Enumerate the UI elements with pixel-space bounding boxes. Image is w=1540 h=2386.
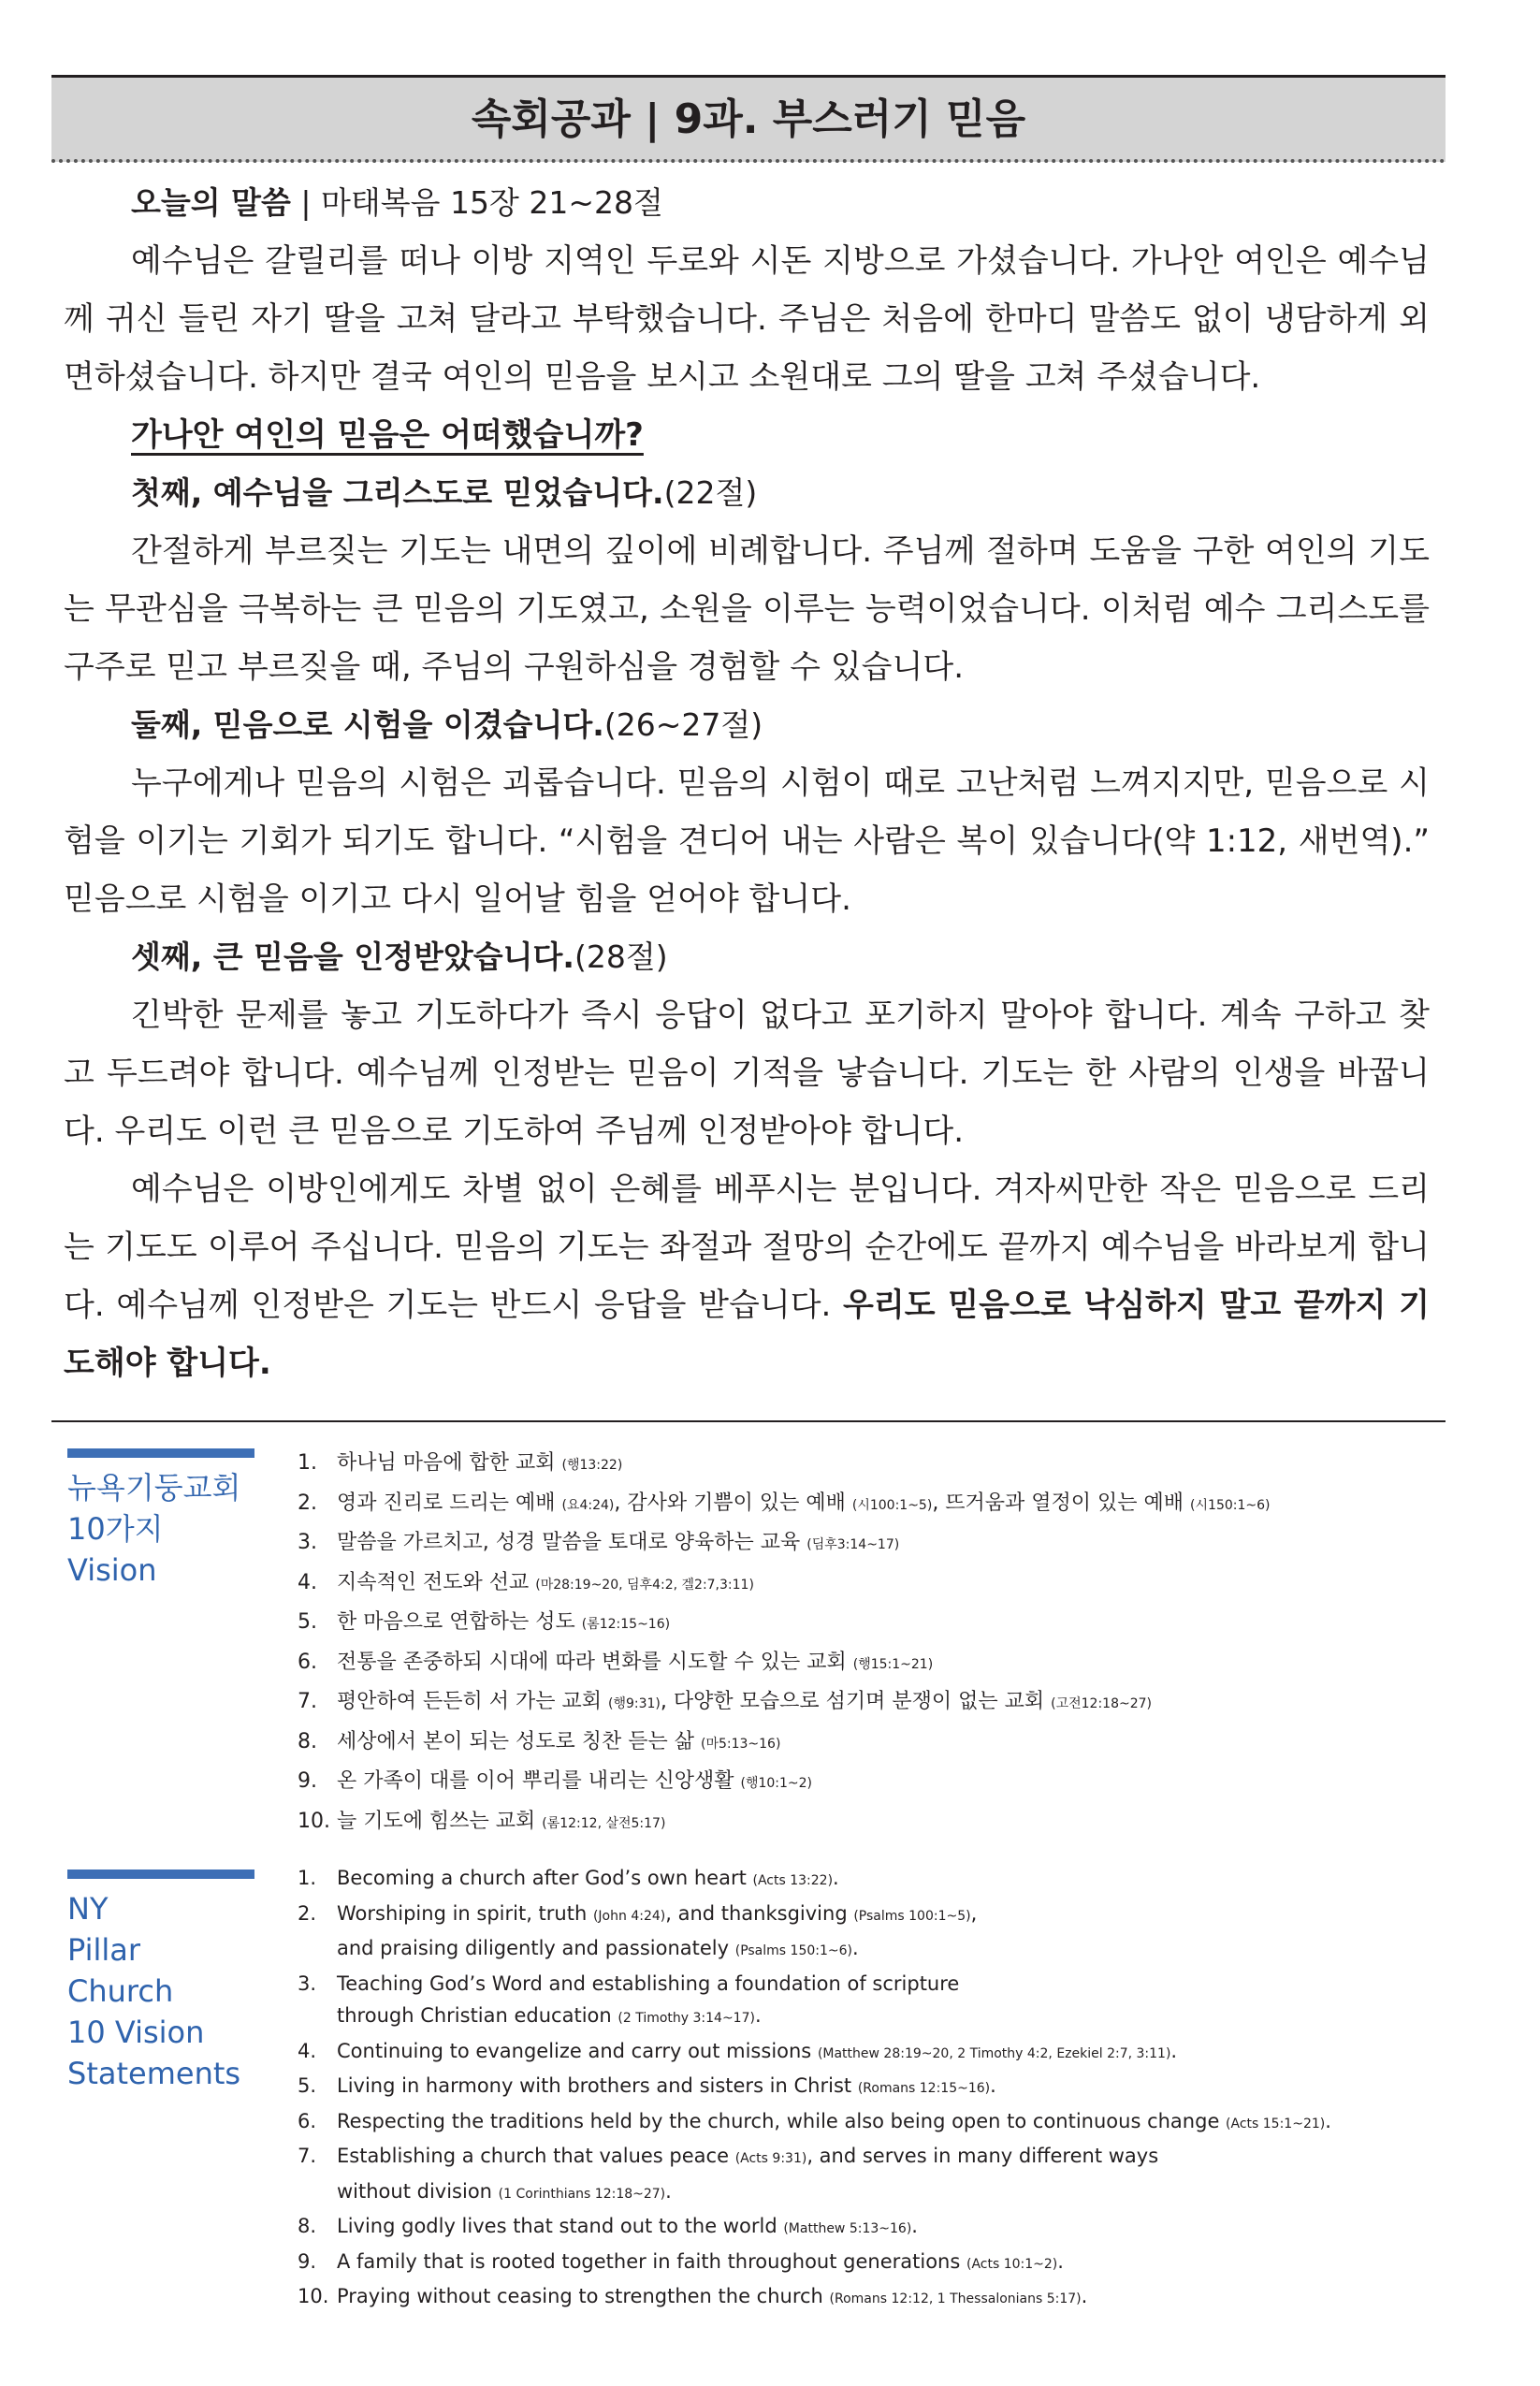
item-number: 8. <box>298 1729 317 1753</box>
item-text: 평안하여 든든히 서 가는 교회 <box>337 1690 608 1713</box>
lesson-title: 속회공과 | 9과. 부스러기 믿음 <box>471 95 1026 143</box>
item-text: . <box>1170 2039 1178 2062</box>
vision-item <box>298 2140 1331 2210</box>
item-reference: (요4:24) <box>561 1497 615 1513</box>
header-divider <box>51 159 1446 163</box>
korean-vision-list <box>298 1445 1270 1842</box>
item-reference: (시150:1~6) <box>1190 1497 1271 1513</box>
item-reference: (행10:1~2) <box>740 1776 813 1791</box>
item-number: 9. <box>298 2249 317 2273</box>
item-reference: (롬12:15~16) <box>581 1617 671 1632</box>
point-heading: 둘째, 믿음으로 시험을 이겼습니다.(26~27절) <box>131 706 763 743</box>
point-heading: 셋째, 큰 믿음을 인정받았습니다.(28절) <box>131 938 668 975</box>
item-text: . <box>1081 2285 1088 2307</box>
item-number: 6. <box>298 2109 317 2132</box>
section-divider <box>51 1420 1446 1422</box>
item-reference: (Psalms 150:1~6) <box>734 1943 852 1958</box>
vision-item <box>298 1644 1270 1684</box>
item-reference: (Romans 12:15~16) <box>857 2081 991 2096</box>
point-paragraph: 간절하게 부르짖는 기도는 내면의 깊이에 비례합니다. 주님께 절하며 도움을 구한 여인의 기도는 무관심을 극복하는 큰 믿음의 기도였고, 소원을 이루는 능력이었습니다. 이처럼 예수 그리스도를 구주로 믿고 부르짖을 때, 주님의 구원하심을 경험할 수 있습니다. <box>64 532 1430 686</box>
item-text: . <box>911 2215 918 2237</box>
item-text: , and thanksgiving <box>665 1901 854 1925</box>
item-reference: (고전12:18~27) <box>1051 1696 1152 1711</box>
scripture-label: 오늘의 말씀 <box>131 184 291 221</box>
item-number: 5. <box>298 1610 317 1634</box>
vision-item <box>298 2280 1331 2316</box>
lesson-body <box>64 174 1430 1392</box>
vision-item <box>298 1445 1270 1485</box>
item-number: 9. <box>298 1769 317 1793</box>
item-text: . <box>851 1937 859 1959</box>
lesson-header <box>51 75 1446 162</box>
item-text: , 감사와 기쁨이 있는 예배 <box>614 1491 852 1515</box>
item-number: 10. <box>298 1809 330 1833</box>
intro-paragraph: 예수님은 갈릴리를 떠나 이방 지역인 두로와 시돈 지방으로 가셨습니다. 가나안 여인은 예수님께 귀신 들린 자기 딸을 고쳐 달라고 부탁했습니다. 주님은 처음에 한마디 말씀도 없이 냉담하게 외면하셨습니다. 하지만 결국 여인의 믿음을 보시고 소원대로 그의 딸을 고쳐 주셨습니다. <box>64 242 1430 396</box>
item-text: , 다양한 모습으로 섬기며 분쟁이 없는 교회 <box>660 1690 1052 1713</box>
vision-item <box>298 1898 1331 1968</box>
item-number: 5. <box>298 2074 317 2097</box>
vision-item <box>298 1683 1270 1724</box>
vision-item <box>298 2070 1331 2105</box>
item-reference: (Matthew 28:19~20, 2 Timothy 4:2, Ezekiel 2:7, 3:11) <box>817 2045 1171 2061</box>
item-reference: (마5:13~16) <box>701 1736 781 1752</box>
conclusion-paragraph: 예수님은 이방인에게도 차별 없이 은혜를 베푸시는 분입니다. 겨자씨만한 작은 믿음으로 드리는 기도도 이루어 주십니다. 믿음의 기도는 좌절과 절망의 순간에도 끝까지 예수님을 바라보게 합니다. 예수님께 인정받은 기도는 반드시 응답을 받습니다. 우리도 믿음으로 낙심하지 말고 끝까지 기도해야 합니다. <box>64 1171 1431 1382</box>
item-text: Living in harmony with brothers and sisters in Christ <box>337 2074 858 2097</box>
accent-bar <box>67 1870 254 1879</box>
item-text: Worshiping in spirit, truth <box>337 1901 593 1925</box>
item-text: through Christian education <box>337 2004 618 2027</box>
item-reference: (Psalms 100:1~5) <box>853 1908 971 1924</box>
item-text: , and serves in many different ways <box>806 2145 1159 2167</box>
item-text: . <box>1057 2249 1064 2273</box>
point-paragraph: 누구에게나 믿음의 시험은 괴롭습니다. 믿음의 시험이 때로 고난처럼 느껴지지만, 믿음으로 시험을 이기는 기회가 되기도 합니다. “시험을 견디어 내는 사람은 복이 있습니다(약 1:12, 새번역).” 믿음으로 시험을 이기고 다시 일어날 힘을 얻어야 합니다. <box>64 764 1430 918</box>
item-number: 10. <box>298 2285 329 2307</box>
item-number: 1. <box>298 1867 317 1889</box>
item-text: . <box>990 2074 996 2097</box>
scripture-passage: 마태복음 15장 21~28절 <box>321 184 663 221</box>
item-text: , <box>970 1901 978 1925</box>
english-vision-heading <box>67 1870 254 2094</box>
item-reference: (행13:22) <box>561 1458 623 1473</box>
vision-item <box>298 1968 1331 2035</box>
item-number: 8. <box>298 2215 317 2237</box>
item-reference: (딤후3:14~17) <box>806 1537 900 1552</box>
item-text: Living godly lives that stand out to the world <box>337 2215 784 2237</box>
item-reference: (롬12:12, 살전5:17) <box>542 1815 666 1831</box>
discussion-question: 가나안 여인의 믿음은 어떠했습니까? <box>131 416 644 454</box>
item-text: without division <box>337 2179 499 2203</box>
item-text: 한 마음으로 연합하는 성도 <box>337 1610 582 1634</box>
english-vision-title: NY Pillar Church 10 Vision Statements <box>67 1891 241 2091</box>
point-paragraph: 긴박한 문제를 놓고 기도하다가 즉시 응답이 없다고 포기하지 말아야 합니다. 계속 구하고 찾고 두드려야 합니다. 예수님께 인정받는 믿음이 기적을 낳습니다. 기도는 한 사람의 인생을 바꿉니다. 우리도 이런 큰 믿음으로 기도하여 주님께 인정받아야 합니다. <box>64 997 1430 1150</box>
item-number: 4. <box>298 1570 317 1594</box>
item-text: A family that is rooted together in faith throughout generations <box>337 2249 966 2273</box>
item-number: 7. <box>298 1690 317 1713</box>
item-number: 3. <box>298 1531 317 1554</box>
item-text: Teaching God’s Word and establishing a foundation of scripture <box>337 1971 960 1995</box>
item-number: 1. <box>298 1451 317 1475</box>
item-reference: (행9:31) <box>608 1696 661 1711</box>
item-number: 2. <box>298 1491 317 1515</box>
item-continuation <box>337 2175 1331 2211</box>
vision-item <box>298 1524 1270 1564</box>
item-text: and praising diligently and passionately <box>337 1937 735 1959</box>
vision-item <box>298 2246 1331 2281</box>
item-text: 하나님 마음에 합한 교회 <box>337 1451 562 1475</box>
item-text: Continuing to evangelize and carry out missions <box>337 2039 818 2062</box>
item-reference: (John 4:24) <box>592 1908 666 1924</box>
item-text: 온 가족이 대를 이어 뿌리를 내리는 신앙생활 <box>337 1769 741 1793</box>
korean-vision-heading <box>67 1448 254 1591</box>
vision-item <box>298 1862 1331 1898</box>
vision-item <box>298 2210 1331 2246</box>
item-text: . <box>833 1867 839 1889</box>
item-text: 지속적인 전도와 선교 <box>337 1570 536 1594</box>
item-text: . <box>754 2004 762 2027</box>
item-text: 세상에서 본이 되는 성도로 칭찬 듣는 삶 <box>337 1729 701 1753</box>
item-reference: (Acts 10:1~2) <box>966 2256 1058 2272</box>
vision-item <box>298 1564 1270 1605</box>
item-text: Establishing a church that values peace <box>337 2145 735 2167</box>
item-reference: (Acts 9:31) <box>734 2151 807 2166</box>
item-reference: (Acts 13:22) <box>752 1873 834 1888</box>
item-number: 2. <box>298 1901 317 1925</box>
vision-item <box>298 2035 1331 2071</box>
scripture-reference: 오늘의 말씀 | 마태복음 15장 21~28절 <box>131 184 663 221</box>
item-reference: (마28:19~20, 딤후4:2, 겔2:7,3:11) <box>535 1577 754 1593</box>
item-text: 말씀을 가르치고, 성경 말씀을 토대로 양육하는 교육 <box>337 1531 807 1554</box>
vision-item <box>298 1604 1270 1644</box>
item-reference: (Matthew 5:13~16) <box>783 2221 912 2236</box>
vision-item <box>298 2105 1331 2141</box>
item-continuation <box>337 2000 1331 2035</box>
vision-item <box>298 1724 1270 1764</box>
item-reference: (행15:1~21) <box>852 1656 934 1672</box>
item-number: 7. <box>298 2145 317 2167</box>
item-number: 3. <box>298 1971 317 1995</box>
korean-vision-title: 뉴욕기둥교회 10가지 Vision <box>67 1470 241 1588</box>
english-vision-list <box>298 1862 1331 2316</box>
item-continuation <box>337 1932 1331 1968</box>
item-text: 전통을 존중하되 시대에 따라 변화를 시도할 수 있는 교회 <box>337 1650 853 1674</box>
item-text: 늘 기도에 힘쓰는 교회 <box>337 1809 543 1833</box>
item-reference: (Romans 12:12, 1 Thessalonians 5:17) <box>829 2291 1082 2306</box>
item-text: Praying without ceasing to strengthen the church <box>337 2285 830 2307</box>
vision-item <box>298 1763 1270 1803</box>
item-text: , 뜨거움과 열정이 있는 예배 <box>932 1491 1191 1515</box>
accent-bar <box>67 1448 254 1458</box>
conclusion-emphasis: 우리도 믿음으로 낙심하지 말고 끝까지 기도해야 합니다. <box>64 1287 1431 1382</box>
item-number: 4. <box>298 2039 317 2062</box>
vision-item <box>298 1803 1270 1843</box>
item-reference: (Acts 15:1~21) <box>1226 2116 1326 2131</box>
item-text: Respecting the traditions held by the church, while also being open to continuous change <box>337 2109 1227 2132</box>
vision-item <box>298 1485 1270 1525</box>
item-text: 영과 진리로 드리는 예배 <box>337 1491 562 1515</box>
item-text: . <box>1325 2109 1331 2132</box>
item-text: Becoming a church after God’s own heart <box>337 1867 753 1889</box>
item-reference: (시100:1~5) <box>851 1497 933 1513</box>
item-reference: (2 Timothy 3:14~17) <box>617 2011 755 2026</box>
item-text: . <box>665 2179 672 2203</box>
item-number: 6. <box>298 1650 317 1674</box>
point-heading: 첫째, 예수님을 그리스도로 믿었습니다.(22절) <box>131 474 758 511</box>
item-reference: (1 Corinthians 12:18~27) <box>498 2186 666 2202</box>
